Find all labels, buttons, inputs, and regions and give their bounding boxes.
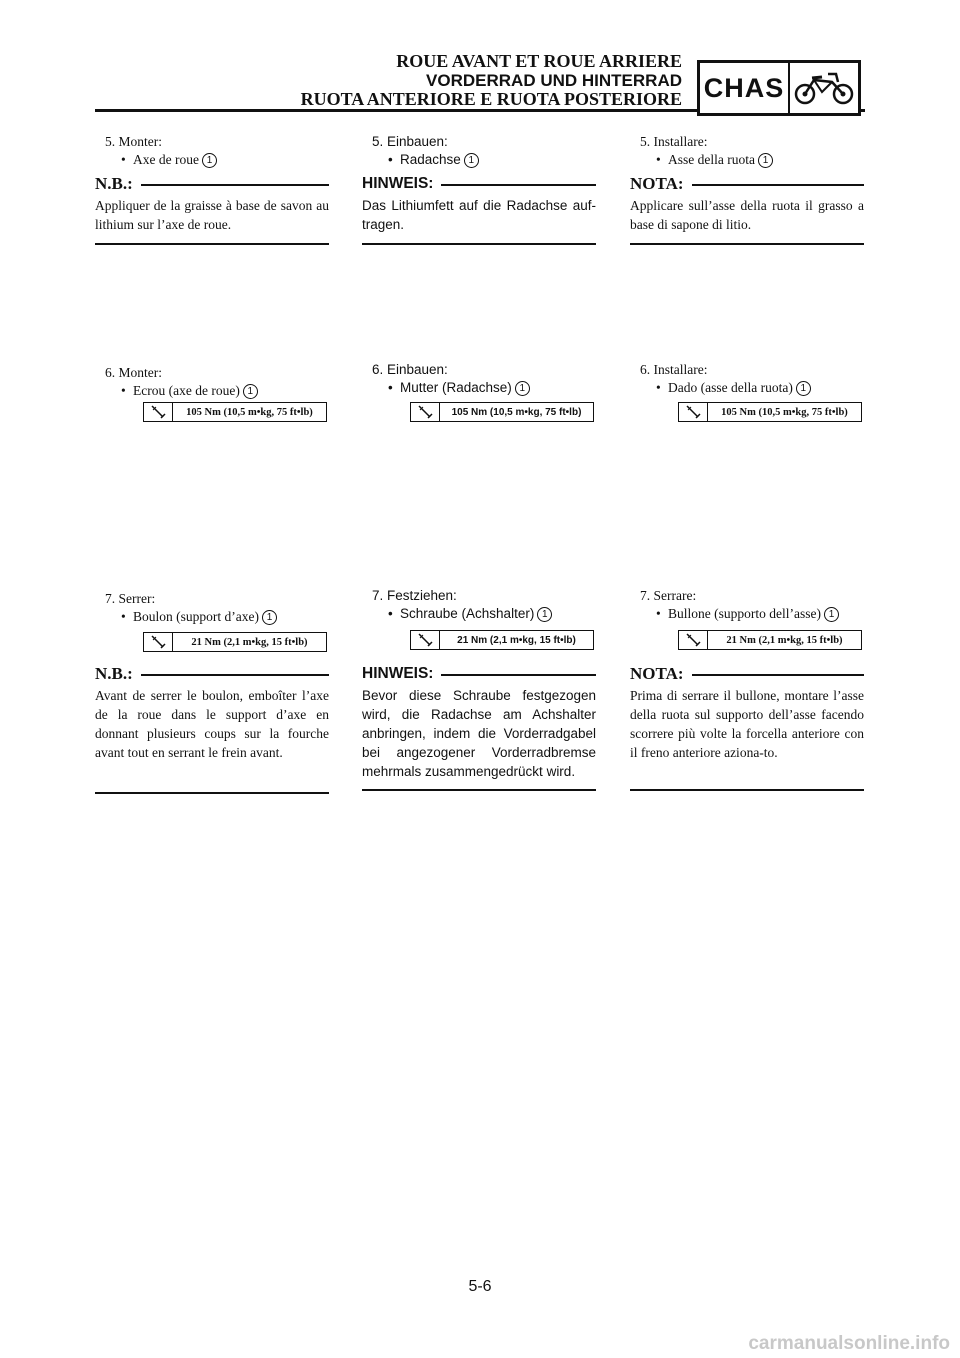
note-2-label: N.B.:: [95, 664, 133, 683]
step-5-heading: 5. Monter:: [105, 134, 162, 149]
step-6-item-text: Mutter (Radachse): [400, 380, 512, 395]
step-5-heading: 5. Installare:: [640, 134, 708, 149]
note-rule: [441, 184, 596, 186]
torque-spec-6: [143, 402, 327, 422]
note-1-end-rule: [362, 243, 596, 245]
step-6-item-text: Ecrou (axe de roue): [133, 383, 240, 398]
motorcycle-icon: [790, 63, 858, 113]
title-italian: RUOTA ANTERIORE E RUOTA POSTERIORE: [300, 89, 682, 109]
step-6-item-text: Dado (asse della ruota): [668, 380, 793, 395]
ref-mark-1: 1: [796, 381, 811, 396]
bullet: •: [121, 383, 126, 398]
torque-spec-7: [678, 630, 862, 650]
torque-wrench-icon: [679, 403, 708, 421]
note-rule: [692, 184, 864, 186]
note-2-heading: [95, 664, 329, 683]
note-rule: [141, 184, 329, 186]
bullet: •: [656, 152, 661, 167]
note-2-body: Bevor diese Schraube festgezogen wird, die Radachse am Achshalter anbringen, indem die Vorderradgabel bei angezogener Vorderradbremse mehrmals zusammengedrückt wird.: [362, 688, 596, 779]
torque-spec-7: [410, 630, 594, 650]
note-2-end-rule: [630, 789, 864, 791]
torque-value: 21 Nm (2,1 m•kg, 15 ft•lb): [457, 634, 576, 646]
note-1-body: Das Lithiumfett auf die Radachse auf-tragen.: [362, 198, 596, 232]
note-2-heading: [630, 664, 864, 683]
step-7-heading: 7. Serrer:: [105, 591, 156, 606]
note-rule: [141, 674, 329, 676]
ref-mark-1: 1: [824, 607, 839, 622]
section-code: CHAS: [700, 63, 790, 113]
ref-mark-1: 1: [243, 384, 258, 399]
note-1-end-rule: [630, 243, 864, 245]
note-2-body: Prima di serrare il bullone, montare l’asse della ruota sul supporto dell’asse facendo scorrere più volte la forcella anteriore con il freno anteriore aziona-to.: [630, 688, 864, 760]
torque-value: 105 Nm (10,5 m•kg, 75 ft•lb): [721, 406, 848, 418]
torque-spec-6: [678, 402, 862, 422]
torque-wrench-icon: [679, 631, 708, 649]
torque-value: 105 Nm (10,5 m•kg, 75 ft•lb): [186, 406, 313, 418]
ref-mark-1: 1: [464, 153, 479, 168]
section-title-block: [301, 52, 682, 109]
bullet: •: [388, 606, 393, 621]
note-2-label: NOTA:: [630, 664, 684, 683]
step-6-heading: 6. Monter:: [105, 365, 162, 380]
torque-value: 21 Nm (2,1 m•kg, 15 ft•lb): [191, 636, 308, 648]
note-1-label: HINWEIS:: [362, 175, 434, 192]
step-5-item: [388, 150, 479, 169]
note-1-heading: [362, 174, 596, 193]
step-7-item-text: Schraube (Achshalter): [400, 606, 535, 621]
step-5-item-text: Axe de roue: [133, 152, 199, 167]
page-number: 5-6: [468, 1278, 492, 1295]
note-1-body: Appliquer de la graisse à base de savon au lithium sur l’axe de roue.: [95, 198, 329, 232]
torque-wrench-icon: [411, 631, 440, 649]
note-rule: [692, 674, 864, 676]
note-rule: [441, 674, 596, 676]
bullet: •: [656, 380, 661, 395]
note-1-label: NOTA:: [630, 174, 684, 193]
note-1-heading: [630, 174, 864, 193]
step-6-heading: 6. Installare:: [640, 362, 708, 377]
step-5-item-text: Radachse: [400, 152, 461, 167]
note-2-label: HINWEIS:: [362, 665, 434, 682]
step-6-heading: 6. Einbauen:: [372, 362, 448, 377]
step-7-item: [388, 604, 552, 623]
torque-wrench-icon: [144, 403, 173, 421]
step-7-item-text: Bullone (supporto dell’asse): [668, 606, 821, 621]
bullet: •: [388, 380, 393, 395]
torque-value: 105 Nm (10,5 m•kg, 75 ft•lb): [451, 406, 582, 418]
step-6-item: [388, 378, 530, 397]
step-7-item-text: Boulon (support d’axe): [133, 609, 259, 624]
step-7-heading: 7. Serrare:: [640, 588, 697, 603]
note-1-label: N.B.:: [95, 174, 133, 193]
step-7-item: [121, 607, 277, 626]
ref-mark-1: 1: [202, 153, 217, 168]
title-german: VORDERRAD UND HINTERRAD: [426, 71, 682, 90]
torque-wrench-icon: [144, 633, 173, 651]
torque-spec-6: [410, 402, 594, 422]
note-1-body: Applicare sull’asse della ruota il grasso a base di sapone di litio.: [630, 198, 864, 232]
step-7-heading: 7. Festziehen:: [372, 588, 457, 603]
bullet: •: [121, 152, 126, 167]
bullet: •: [121, 609, 126, 624]
torque-spec-7: [143, 632, 327, 652]
step-6-item: [121, 381, 258, 400]
bullet: •: [656, 606, 661, 621]
section-badge: [697, 60, 861, 116]
step-5-item: [656, 150, 773, 169]
bullet: •: [388, 152, 393, 167]
note-2-body: Avant de serrer le boulon, emboîter l’axe de la roue dans le support d’axe en donnant plusieurs coups sur la fourche avant tout en serrant le frein avant.: [95, 688, 329, 760]
step-7-item: [656, 604, 839, 623]
step-5-heading: 5. Einbauen:: [372, 134, 448, 149]
note-1-heading: [95, 174, 329, 193]
ref-mark-1: 1: [537, 607, 552, 622]
watermark: carmanualsonline.info: [748, 1333, 950, 1354]
note-2-heading: [362, 664, 596, 683]
step-6-item: [656, 378, 811, 397]
title-french: ROUE AVANT ET ROUE ARRIERE: [396, 51, 682, 71]
ref-mark-1: 1: [758, 153, 773, 168]
torque-value: 21 Nm (2,1 m•kg, 15 ft•lb): [726, 634, 843, 646]
torque-wrench-icon: [411, 403, 440, 421]
step-5-item-text: Asse della ruota: [668, 152, 755, 167]
ref-mark-1: 1: [262, 610, 277, 625]
ref-mark-1: 1: [515, 381, 530, 396]
note-2-end-rule: [95, 792, 329, 794]
step-5-item: [121, 150, 217, 169]
note-1-end-rule: [95, 243, 329, 245]
note-2-end-rule: [362, 789, 596, 791]
